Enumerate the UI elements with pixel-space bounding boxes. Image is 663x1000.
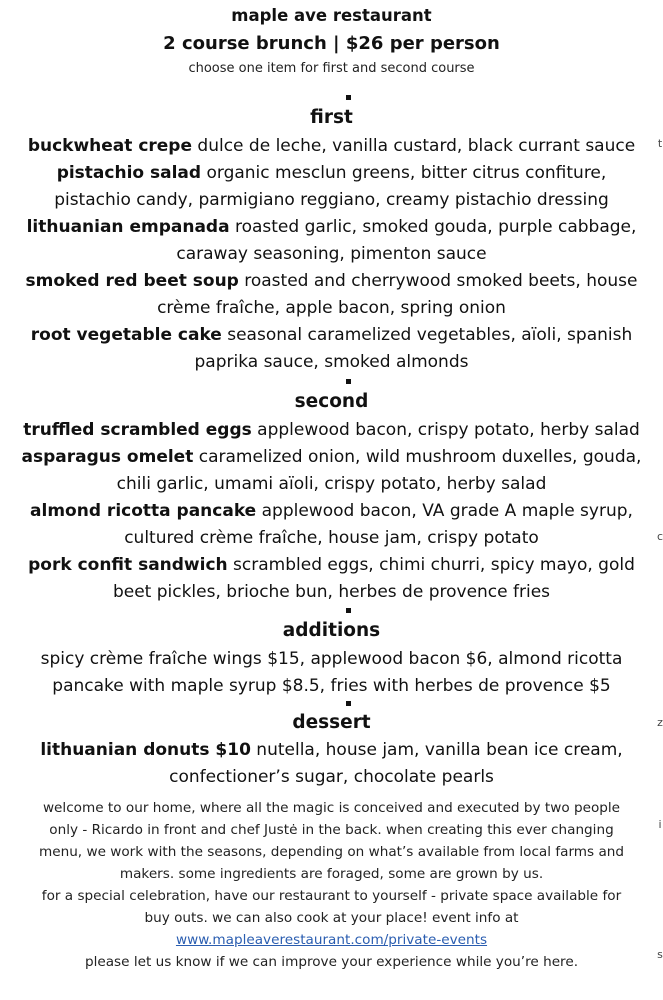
course-instruction: choose one item for first and second course xyxy=(188,61,475,76)
section-bullet xyxy=(346,95,351,100)
menu-item xyxy=(20,133,643,160)
menu-item xyxy=(20,552,643,606)
item-name: almond ricotta pancake xyxy=(30,501,257,521)
section-title-dessert: dessert xyxy=(292,712,371,733)
menu-item xyxy=(20,417,643,444)
item-description: roasted and cherrywood smoked beets, house crème fraîche, apple bacon, spring onion xyxy=(157,271,638,318)
edge-glyph: t xyxy=(657,137,663,150)
item-name: smoked red beet soup xyxy=(25,271,239,291)
item-description: organic mesclun greens, bitter citrus confiture, pistachio candy, parmigiano reggiano, creamy pistachio dressing xyxy=(54,163,609,210)
section-title-additions: additions xyxy=(282,620,381,641)
item-name: buckwheat crepe xyxy=(27,136,193,156)
edge-glyph: z xyxy=(657,716,663,729)
section-title-second: second xyxy=(294,391,369,412)
additions-list: spicy crème fraîche wings $15, applewood bacon $6, almond ricotta pancake with maple syrup $8.5, fries with herbes de provence $5 xyxy=(40,649,623,696)
item-name: asparagus omelet xyxy=(21,447,194,467)
item-description: seasonal caramelized vegetables, aïoli, spanish paprika sauce, smoked almonds xyxy=(194,325,633,372)
section-title-first: first xyxy=(310,107,353,128)
menu-item xyxy=(20,160,643,214)
item-description: dulce de leche, vanilla custard, black currant sauce xyxy=(192,136,636,156)
section-bullet xyxy=(346,608,351,613)
menu-item xyxy=(20,737,643,791)
menu-item xyxy=(20,268,643,322)
item-name: truffled scrambled eggs xyxy=(23,420,252,440)
item-name: root vegetable cake xyxy=(30,325,222,345)
footer xyxy=(30,797,633,973)
brunch-deal: 2 course brunch | $26 per person xyxy=(163,33,500,54)
item-name: lithuanian donuts $10 xyxy=(40,740,251,760)
private-events-link[interactable]: www.mapleaverestaurant.com/private-events xyxy=(175,932,488,948)
item-description: roasted garlic, smoked gouda, purple cabbage, caraway seasoning, pimenton sauce xyxy=(176,217,637,264)
item-description: applewood bacon, VA grade A maple syrup, cultured crème fraîche, house jam, crispy potato xyxy=(124,501,633,548)
edge-glyph: c xyxy=(657,530,663,543)
section-bullet xyxy=(346,701,351,706)
menu-item xyxy=(20,444,643,498)
edge-glyph: s xyxy=(657,948,663,961)
menu-item xyxy=(20,214,643,268)
restaurant-name: maple ave restaurant xyxy=(231,6,432,25)
edge-glyph: i xyxy=(658,818,662,831)
menu-item xyxy=(20,322,643,376)
menu-item xyxy=(20,498,643,552)
closing-text: please let us know if we can improve your experience while you’re here. xyxy=(84,954,579,970)
celebration-text: for a special celebration, have our restaurant to yourself - private space available for buy outs. we can also cook at your place! event info at xyxy=(41,888,622,926)
item-description: applewood bacon, crispy potato, herby salad xyxy=(251,420,640,440)
item-name: pork confit sandwich xyxy=(28,555,228,575)
section-bullet xyxy=(346,379,351,384)
welcome-text: welcome to our home, where all the magic is conceived and executed by two people only - Ricardo in front and chef Justė in the back. when creating this ever changing menu, we work with the seasons, depending on what’s available from local farms and makers. some ingredients are foraged, some are grown by us. xyxy=(38,800,625,882)
item-name: lithuanian empanada xyxy=(26,217,230,237)
item-description: scrambled eggs, chimi churri, spicy mayo, gold beet pickles, brioche bun, herbes de provence fries xyxy=(112,555,635,602)
item-name: pistachio salad xyxy=(56,163,202,183)
item-description: nutella, house jam, vanilla bean ice cream, confectioner’s sugar, chocolate pearls xyxy=(169,740,623,787)
item-description: caramelized onion, wild mushroom duxelles, gouda, chili garlic, umami aïoli, crispy potato, herby salad xyxy=(116,447,642,494)
